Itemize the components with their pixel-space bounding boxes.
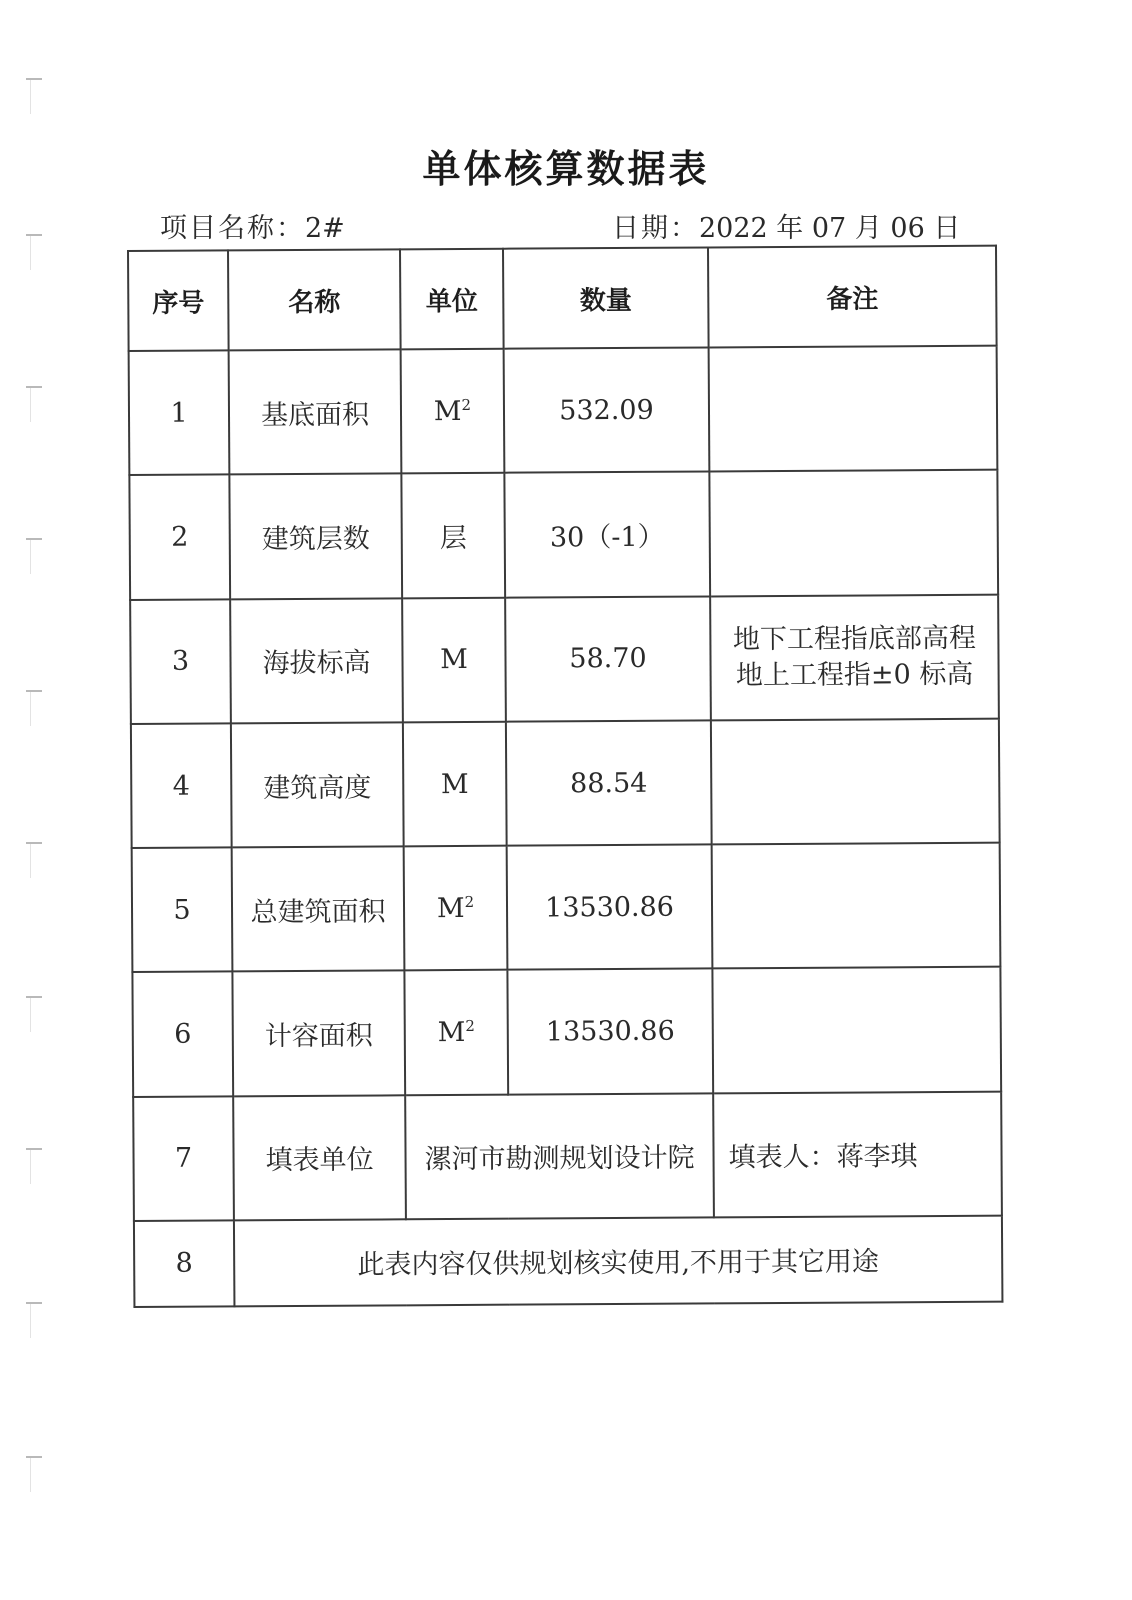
- filler-row: [133, 1091, 1002, 1221]
- header-quantity: 数量: [503, 247, 709, 348]
- unit-text: M: [440, 768, 469, 800]
- scan-mark: [26, 996, 42, 998]
- remark-line: 地上工程指±0 标高: [735, 658, 974, 692]
- row-no: 4: [131, 723, 232, 848]
- row-name: 海拔标高: [230, 598, 403, 723]
- row-unit: [404, 970, 508, 1095]
- row-no: 3: [130, 599, 231, 724]
- scan-mark: [26, 1456, 42, 1458]
- row-unit: [401, 473, 505, 598]
- row-name: 总建筑面积: [232, 846, 405, 971]
- table-row: [132, 967, 1001, 1097]
- row-quantity: 13530.86: [507, 845, 713, 970]
- header-no: 序号: [128, 250, 229, 351]
- unit-superscript: 2: [465, 1016, 475, 1035]
- unit-text: M: [437, 1016, 466, 1049]
- project-name-value: 2#: [305, 213, 345, 244]
- row-no: 6: [132, 972, 233, 1097]
- data-table: [127, 245, 1003, 1308]
- row-name: 基底面积: [229, 350, 402, 475]
- unit-text: M: [433, 395, 462, 427]
- project-name-label: 项目名称：: [160, 213, 305, 244]
- scan-mark: [26, 1148, 42, 1150]
- row-unit: [401, 349, 505, 474]
- row-no: 1: [129, 351, 230, 476]
- note-row: [134, 1216, 1003, 1307]
- report-date: [612, 206, 960, 245]
- remark-line: 地下工程指底部高程: [732, 622, 976, 656]
- report-date-label: 日期：: [612, 213, 699, 244]
- scan-mark: [26, 78, 42, 80]
- row-no: 8: [134, 1220, 235, 1307]
- row-remark: [709, 470, 998, 596]
- scan-mark: [26, 234, 42, 236]
- unit-superscript: 2: [464, 892, 475, 911]
- table-row: [130, 594, 999, 724]
- unit-text: M: [436, 892, 465, 924]
- scan-edge-marks: [26, 0, 46, 1600]
- header-remark: 备注: [708, 246, 997, 348]
- row-name: 建筑高度: [231, 722, 404, 847]
- row-quantity: 88.54: [506, 720, 712, 845]
- page-title: 单体核算数据表: [422, 147, 710, 191]
- filler-organization: 漯河市勘测规划设计院: [405, 1093, 714, 1219]
- table-row: [129, 346, 998, 476]
- table-row: [131, 719, 1000, 849]
- row-no: 7: [133, 1096, 234, 1221]
- row-remark: [712, 843, 1001, 969]
- table-header-row: [128, 246, 997, 351]
- row-unit: [402, 597, 506, 722]
- header-name: 名称: [228, 249, 401, 350]
- row-name: 填表单位: [233, 1095, 406, 1220]
- filler-person: 填表人：蒋李琪: [713, 1091, 1002, 1217]
- usage-note: 此表内容仅供规划核实使用,不用于其它用途: [234, 1216, 1003, 1307]
- scan-mark: [26, 690, 42, 692]
- row-name: 建筑层数: [229, 474, 402, 599]
- row-unit: [404, 846, 508, 971]
- data-sheet: [127, 245, 1001, 1308]
- unit-text: M: [440, 644, 468, 676]
- row-remark: [711, 719, 1000, 845]
- row-remark: [710, 594, 999, 720]
- row-quantity: 58.70: [505, 596, 711, 721]
- row-no: 5: [132, 847, 233, 972]
- unit-superscript: 2: [461, 395, 472, 414]
- row-quantity: 13530.86: [507, 969, 713, 1094]
- scan-mark: [26, 538, 42, 540]
- scan-mark: [26, 842, 42, 844]
- report-date-value: 2022 年 07 月 06 日: [699, 213, 961, 244]
- row-unit: [403, 722, 507, 847]
- row-quantity: 30（-1）: [504, 472, 710, 597]
- row-remark: [712, 967, 1001, 1093]
- row-name: 计容面积: [232, 971, 405, 1096]
- scan-mark: [26, 1302, 42, 1304]
- table-row: [129, 470, 998, 600]
- header-unit: 单位: [400, 249, 504, 350]
- row-no: 2: [129, 475, 230, 600]
- unit-text: 层: [439, 522, 467, 555]
- table-row: [132, 843, 1001, 973]
- scan-mark: [26, 386, 42, 388]
- project-name: [160, 206, 345, 245]
- row-quantity: 532.09: [504, 348, 710, 473]
- row-remark: [709, 346, 998, 472]
